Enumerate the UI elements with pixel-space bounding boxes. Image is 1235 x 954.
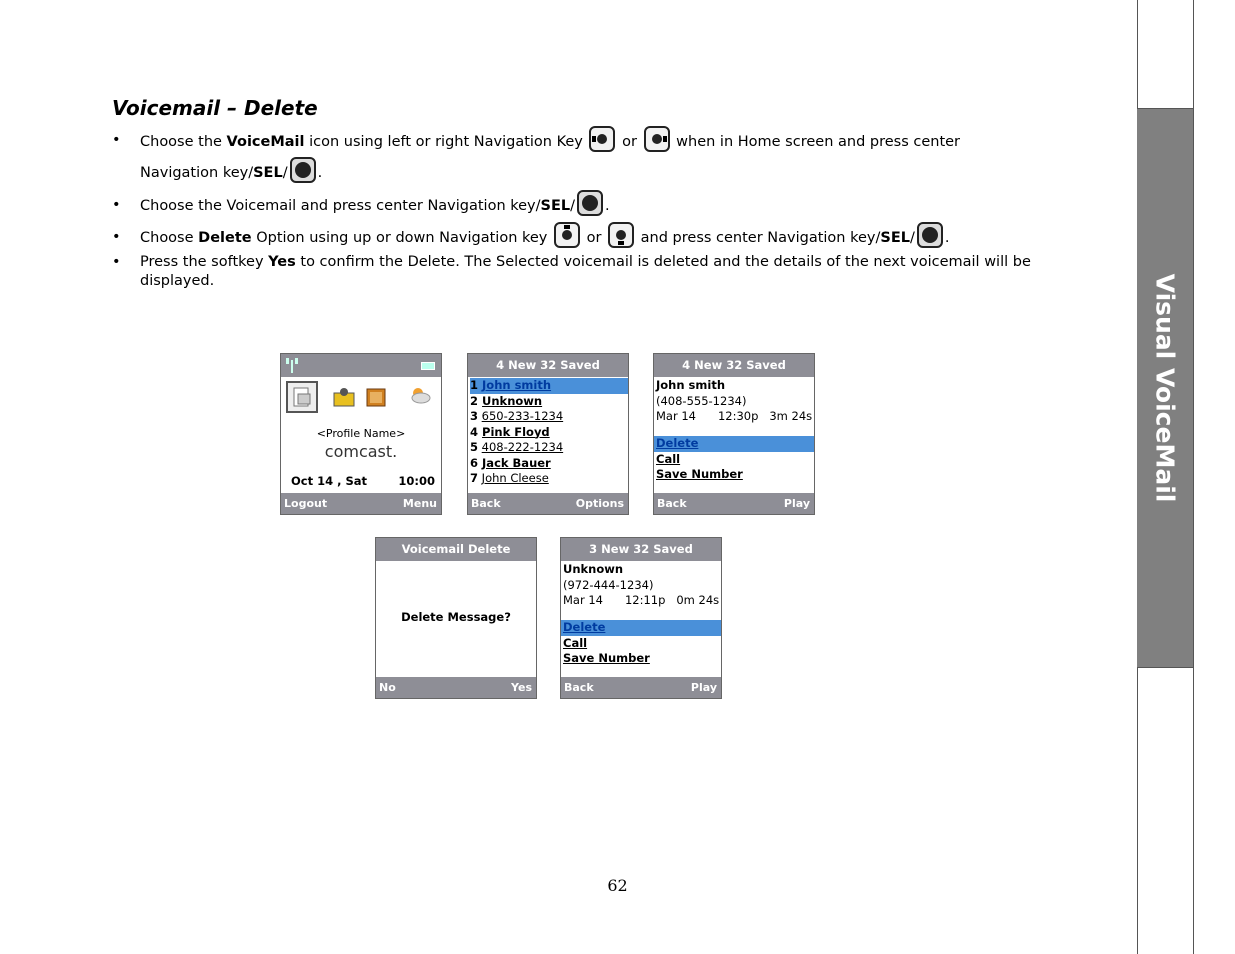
screen-header: Voicemail Delete: [376, 538, 536, 561]
softkey-menu[interactable]: Menu: [402, 497, 437, 510]
sel-key-icon: [290, 157, 316, 183]
softkey-options[interactable]: Options: [575, 497, 624, 510]
sel-key-icon: [917, 222, 943, 248]
side-tab: [1137, 108, 1193, 668]
side-tab-label: Visual VoiceMail: [1150, 273, 1180, 503]
contacts-app-icon: [333, 387, 355, 407]
status-bar: [281, 354, 441, 377]
softkey-back[interactable]: Back: [564, 681, 594, 694]
home-icon-row: [281, 377, 441, 427]
voicemail-app-icon: [286, 381, 318, 413]
voicemail-meta: Mar 14 12:11p 0m 24s: [563, 593, 720, 607]
phone-screen-next-voicemail: [560, 537, 722, 699]
notebook-app-icon: [365, 387, 387, 407]
screen-header: 3 New 32 Saved: [561, 538, 721, 561]
caller-phone: (972-444-1234): [563, 577, 654, 592]
softkey-back[interactable]: Back: [657, 497, 687, 510]
phone-screen-voicemail-detail: [653, 353, 815, 515]
instruction-list: [112, 126, 1042, 291]
list-item[interactable]: 6 Jack Bauer: [470, 455, 551, 470]
list-item[interactable]: 1 John smith: [470, 378, 628, 394]
home-time: 10:00: [398, 474, 435, 488]
nav-right-key-icon: [644, 126, 670, 152]
right-margin-line-outer: [1193, 0, 1194, 954]
softkey-no[interactable]: No: [379, 681, 396, 694]
caller-phone: (408-555-1234): [656, 393, 747, 408]
option-delete[interactable]: Delete: [561, 620, 721, 636]
weather-app-icon: [409, 385, 431, 405]
caller-name: John smith: [656, 378, 726, 392]
voicemail-info: [654, 377, 814, 436]
step-2: • Choose the Voicemail and press center Navigation key/SEL/ .: [112, 190, 1042, 221]
caller-name: Unknown: [563, 562, 624, 576]
option-save-number[interactable]: Save Number: [563, 651, 650, 665]
screen-header: 4 New 32 Saved: [468, 354, 628, 377]
page-number: 62: [607, 876, 628, 895]
screen-header: 4 New 32 Saved: [654, 354, 814, 377]
voicemail-list: [468, 378, 628, 487]
step-3: • Choose Delete Option using up or down Navigation key or and press center Navigation key/SEL/ .: [112, 222, 1042, 253]
voicemail-meta: Mar 14 12:30p 3m 24s: [656, 409, 813, 423]
option-delete[interactable]: Delete: [654, 436, 814, 452]
comcast-logo: comcast.: [324, 442, 398, 461]
step-4: • Press the softkey Yes to confirm the Delete. The Selected voicemail is deleted and the details of the next voicemail will be displayed.: [112, 253, 1042, 291]
softkey-back[interactable]: Back: [471, 497, 501, 510]
phone-screen-home: [280, 353, 442, 515]
sel-key-icon: [577, 190, 603, 216]
softkey-bar: [376, 677, 536, 698]
list-item[interactable]: 7 John Cleese: [470, 471, 549, 485]
voicemail-info: [561, 561, 721, 620]
section-title: Voicemail – Delete: [112, 96, 318, 120]
date-time: [291, 474, 435, 488]
home-date: Oct 14 , Sat: [291, 474, 368, 488]
softkey-yes[interactable]: Yes: [511, 681, 532, 694]
list-item[interactable]: 5 408-222-1234: [470, 440, 564, 454]
nav-down-key-icon: [608, 222, 634, 248]
signal-antenna-icon: [285, 357, 299, 373]
softkey-play[interactable]: Play: [690, 681, 717, 694]
softkey-bar: [561, 677, 721, 698]
list-item[interactable]: 3 650-233-1234: [470, 409, 564, 423]
softkey-play[interactable]: Play: [783, 497, 810, 510]
nav-up-key-icon: [554, 222, 580, 248]
option-save-number[interactable]: Save Number: [656, 467, 743, 481]
phone-screen-voicemail-list: [467, 353, 629, 515]
nav-left-key-icon: [589, 126, 615, 152]
softkey-bar: [468, 493, 628, 514]
softkey-logout[interactable]: Logout: [284, 497, 328, 510]
softkey-bar: [281, 493, 441, 514]
confirm-message: Delete Message?: [401, 610, 511, 624]
profile-name: <Profile Name>: [316, 427, 406, 440]
list-item[interactable]: 4 Pink Floyd: [470, 424, 550, 439]
option-call[interactable]: Call: [563, 635, 588, 650]
list-item[interactable]: 2 Unknown: [470, 393, 543, 408]
phone-screen-delete-confirm: [375, 537, 537, 699]
option-call[interactable]: Call: [656, 451, 681, 466]
softkey-bar: [654, 493, 814, 514]
battery-icon: [421, 362, 435, 370]
step-1: • Choose the VoiceMail icon using left or right Navigation Key or when in Home screen and press center Navigation key/SEL/ .: [112, 126, 1042, 188]
